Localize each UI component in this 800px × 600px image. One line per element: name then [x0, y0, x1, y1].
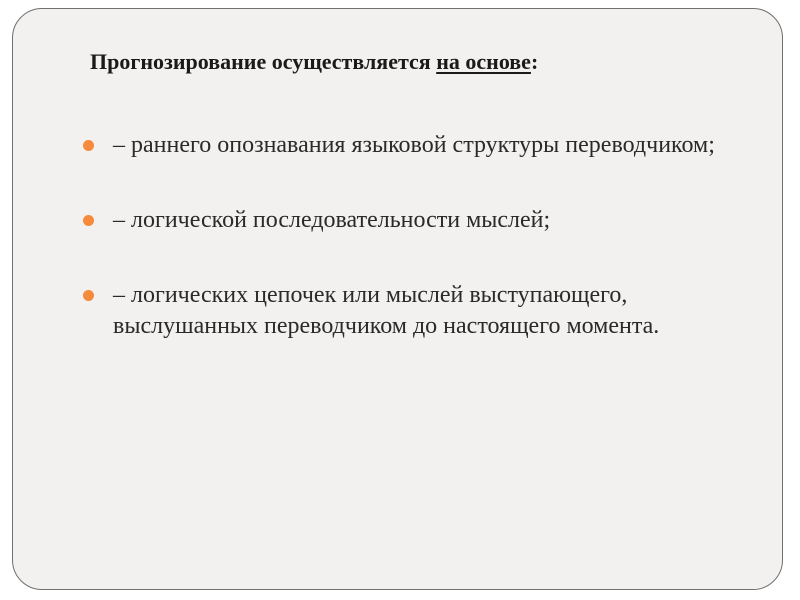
bullet-dot-icon	[83, 140, 94, 151]
bullet-dot-icon	[83, 215, 94, 226]
slide-title	[90, 46, 538, 78]
bullet-text: – логической последовательности мыслей;	[113, 207, 551, 233]
title-colon: :	[530, 49, 539, 74]
bullet-text: – раннего опознавания языковой структуры переводчиком;	[113, 132, 715, 158]
bullet-dot-icon	[83, 290, 94, 301]
bullet-item-2	[80, 205, 760, 236]
bullet-item-3	[80, 280, 760, 342]
bullet-text: – логических цепочек или мыслей выступающего, выслушанных переводчиком до настоящего момента.	[113, 282, 660, 339]
bullet-list	[80, 130, 760, 342]
title-main-text: Прогнозирование осуществляется	[90, 49, 437, 74]
bullet-item-1	[80, 130, 760, 161]
title-underlined-text: на основе	[436, 49, 531, 74]
